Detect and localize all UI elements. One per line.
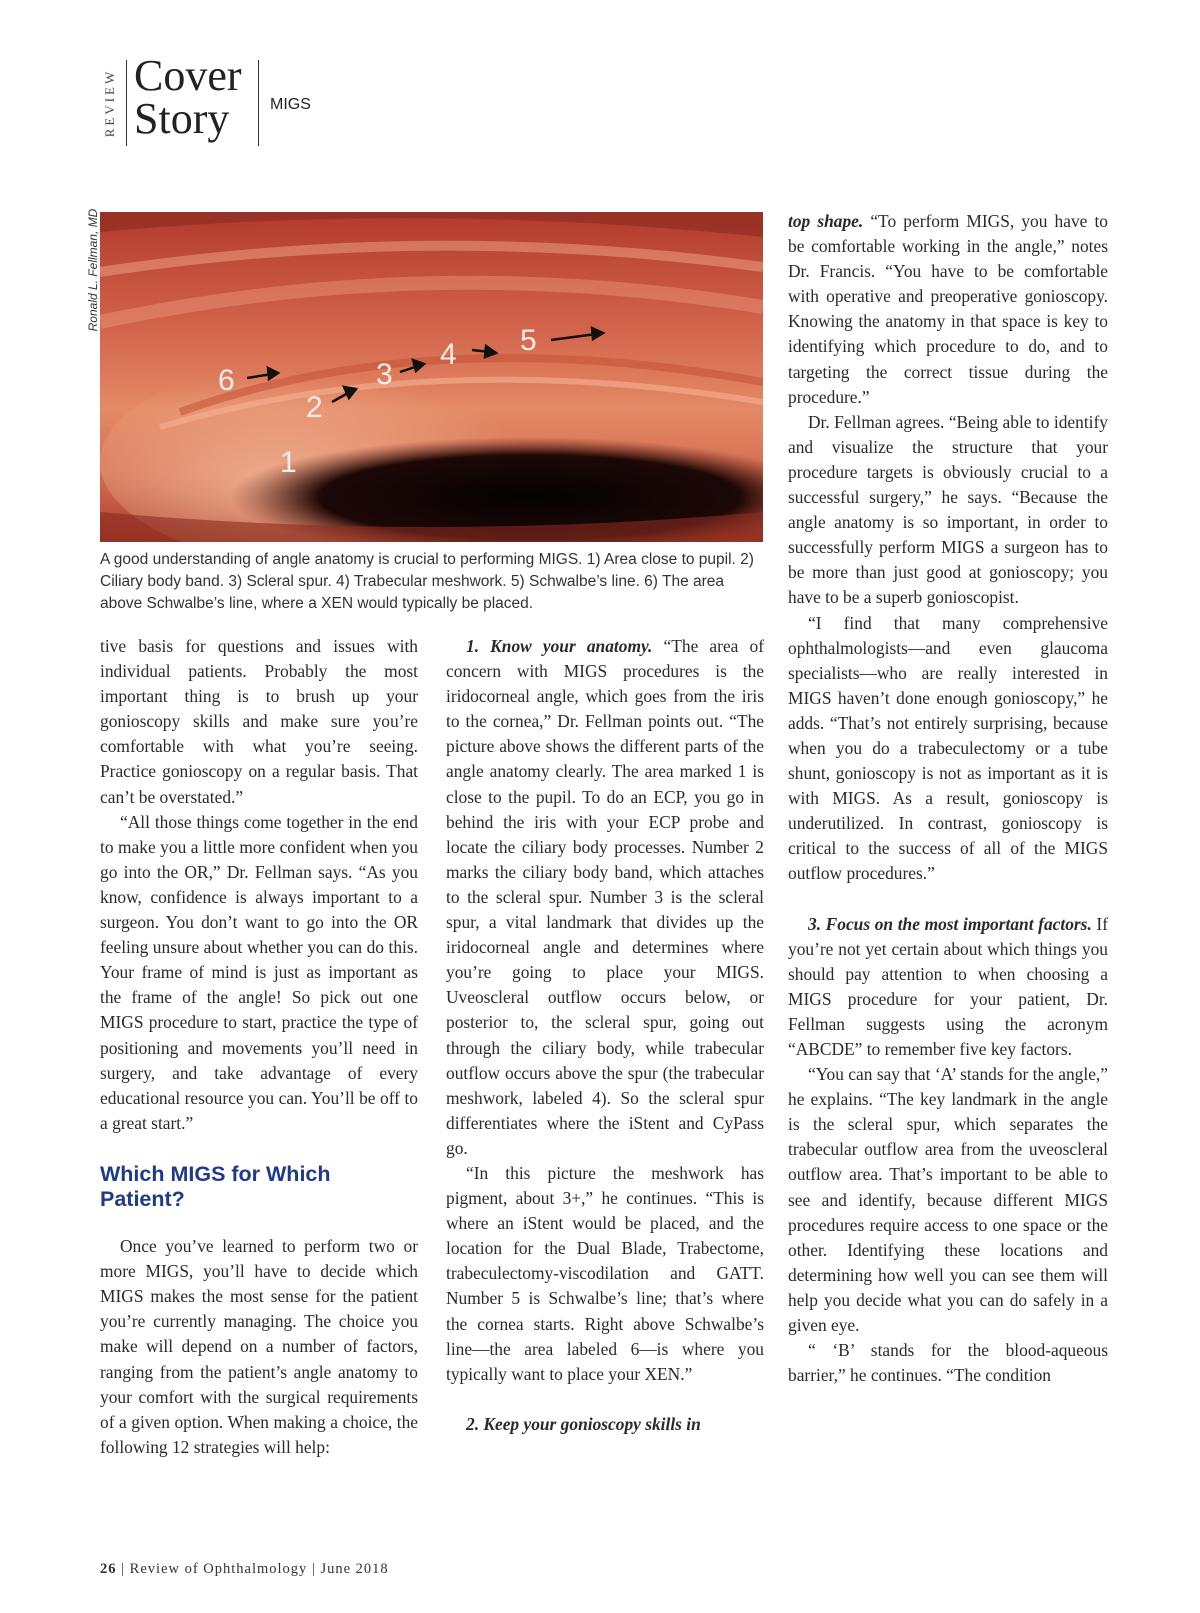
cover-story-title <box>134 51 242 143</box>
header-divider <box>126 60 127 146</box>
figure-label-4: 4 <box>440 338 457 371</box>
title-line-1: Cover <box>134 51 242 100</box>
article-column-1 <box>100 634 418 1460</box>
paragraph <box>446 1412 764 1437</box>
section-vertical-label <box>100 60 120 146</box>
paragraph: tive basis for questions and issues with individual patients. Probably the most important thing is to brush up your gonioscopy skills and make sure you’re comfortable with what you’re seeing. Practice gonioscopy on a regular basis. That can’t be overstated.” <box>100 636 418 807</box>
paragraph-text: “To perform MIGS, you have to be comfortable working in the angle,” notes Dr. Francis. “You have to be comfortable with operative and preoperative gonioscopy. Knowing the anatomy in that space is key to identifying which procedure to do, and to targeting the correct tissue during the procedure.” <box>788 211 1108 407</box>
paragraph: “ ‘B’ stands for the blood-aqueous barrier,” he continues. “The condition <box>788 1340 1108 1386</box>
masthead <box>100 51 500 153</box>
issue-date: June 2018 <box>320 1561 389 1577</box>
paragraph <box>446 634 764 1161</box>
figure-label-5: 5 <box>520 324 537 357</box>
article-column-2 <box>446 634 764 1437</box>
figure-caption: A good understanding of angle anatomy is crucial to performing MIGS. 1) Area close to pupil. 2) Ciliary body band. 3) Scleral spur. 4) Trabecular meshwork. 5) Schwalbe’s line. 6) The area above Schwalbe’s line, where a XEN would typically be placed. <box>100 551 754 612</box>
paragraph: Once you’ve learned to perform two or more MIGS, you’ll have to decide which MIGS makes the most sense for the patient you’re currently managing. The choice you make will depend on a number of factors, ranging from the patient’s angle anatomy to your comfort with the surgical requirements of a given option. When making a choice, the following 12 strategies will help: <box>100 1236 418 1457</box>
footer-separator: | <box>311 1561 316 1577</box>
section-heading: Which MIGS for Which Patient? <box>100 1161 331 1211</box>
angle-anatomy-photo <box>100 212 763 542</box>
figure-label-2: 2 <box>306 391 323 424</box>
paragraph <box>788 209 1108 410</box>
paragraph: “I find that many comprehensive ophthalmologists—and even glaucoma specialists—who are really interested in MIGS haven’t done enough gonioscopy,” he adds. “That’s not entirely surprising, because when you do a trabeculectomy or a tube shunt, gonioscopy is not as important as it is with MIGS. As a result, gonioscopy is underutilized. In contrast, gonioscopy is critical to the success of all of the MIGS outflow procedures.” <box>788 612 1108 884</box>
photo-credit-text: Ronald L. Fellman, MD <box>86 208 100 332</box>
paragraph-text: “The area of concern with MIGS procedures is the iridocorneal angle, which goes from the iris to the cornea,” Dr. Fellman points out. “The picture above shows the different parts of the angle anatomy clearly. The area marked 1 is close to the pupil. To do an ECP, you go in behind the iris with your ECP probe and locate the ciliary body processes. Number 2 marks the ciliary body band, which attaches to the scleral spur. Number 3 is the scleral spur, a vital landmark that divides up the iridocorneal angle and determines where you’re going to place your MIGS. Uveoscleral outflow occurs below, or posterior to, the scleral spur, going out through the ciliary body, while trabecular outflow occurs above the spur (the trabecular meshwork, labeled 4). So the scleral spur differentiates where the iStent and CyPass go. <box>446 636 764 1158</box>
page-footer <box>100 1561 389 1578</box>
spacer <box>788 887 1108 912</box>
photo-credit <box>85 205 101 335</box>
header-divider <box>258 60 259 146</box>
title-line-2: Story <box>134 94 230 143</box>
paragraph: “All those things come together in the end to make you a little more confident when you go into the OR,” Dr. Fellman says. “As you know, confidence is always important to a surgeon. You don’t want to go into the OR feeling unsure about whether you can do this. Your frame of mind is just as important as the frame of the angle! So pick out one MIGS procedure to start, practice the type of positioning and movements you’ll need in surgery, and take advantage of every educational resource you can. You’ll be off to a great start.” <box>100 811 418 1133</box>
figure-label-6: 6 <box>218 364 235 397</box>
strategy-lead: 2. Keep your gonioscopy skills in <box>466 1413 701 1434</box>
journal-name: Review of Ophthalmology <box>129 1561 308 1577</box>
figure-label-1: 1 <box>280 446 297 479</box>
paragraph-text: If you’re not yet certain about which things you should pay attention to when choosing a MIGS procedure for your patient, Dr. Fellman suggests using the acronym “ABCDE” to remember five key factors. <box>788 913 1108 1059</box>
strategy-lead: 3. Focus on the most important factors. <box>808 913 1092 934</box>
footer-separator: | <box>121 1561 126 1577</box>
figure-label-3: 3 <box>376 358 393 391</box>
section-vertical-text: REVIEW <box>102 68 117 138</box>
page-number: 26 <box>100 1561 117 1577</box>
paragraph: “In this picture the meshwork has pigment, about 3+,” he continues. “This is where an iStent would be placed, and the location for the Dual Blade, Trabectome, trabeculectomy-viscodilation and GATT. Number 5 is Schwalbe’s line; that’s where the cornea starts. Right above Schwalbe’s line—the area labeled 6—is where you typically want to place your XEN.” <box>446 1162 764 1384</box>
strategy-lead: top shape. <box>788 211 864 231</box>
strategy-lead: 1. Know your anatomy. <box>466 636 653 656</box>
paragraph: Dr. Fellman agrees. “Being able to identify and visualize the structure that your procedure targets is obviously crucial to a successful surgery,” he says. “Because the angle anatomy is so important, in order to successfully perform MIGS a surgeon has to be more than just good at gonioscopy; you have to be a superb gonioscopist. <box>788 411 1108 608</box>
paragraph: “You can say that ‘A’ stands for the angle,” he explains. “The key landmark in the angle is the scleral spur, which separates the trabecular outflow area from the uveoscleral outflow area. That’s important to be able to see and identify, because different MIGS procedures require access to one space or the other. Identifying these locations and determining how well you can see them will help you decide what you can do safely in a given eye. <box>788 1064 1108 1336</box>
spacer <box>446 1387 764 1412</box>
article-column-3 <box>788 209 1108 1388</box>
gonioscopy-image <box>100 212 763 542</box>
section-tag: MIGS <box>270 96 311 113</box>
paragraph <box>788 912 1108 1063</box>
